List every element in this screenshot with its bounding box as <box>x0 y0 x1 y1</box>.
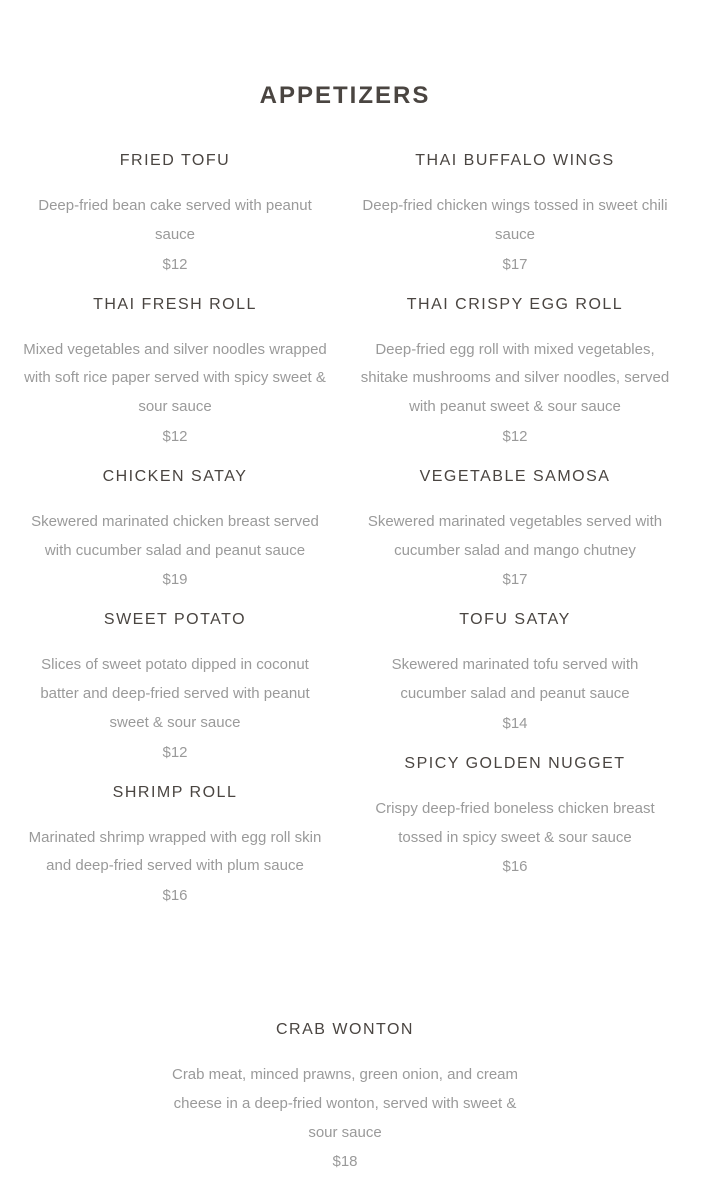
menu-item-price: $18 <box>332 1153 358 1171</box>
menu-item-name: CHICKEN SATAY <box>102 467 248 485</box>
menu-item-name: SWEET POTATO <box>103 611 247 629</box>
menu-item-name: VEGETABLE SAMOSA <box>419 467 611 485</box>
menu-column-left <box>20 150 330 910</box>
menu-item <box>20 150 330 279</box>
menu-item-price: $17 <box>502 255 528 273</box>
menu-item-price: $17 <box>502 571 528 589</box>
menu-item <box>360 294 670 451</box>
menu-item-price: $12 <box>162 743 188 761</box>
menu-item-price: $19 <box>162 571 188 589</box>
menu-item-description: Deep-fried chicken wings tossed in sweet chili sauce <box>362 197 668 243</box>
menu-item-description: Crispy deep-fried boneless chicken breast tossed in spicy sweet & sour sauce <box>375 799 655 846</box>
menu-item-price: $12 <box>502 427 528 445</box>
menu-item-price: $14 <box>502 714 528 732</box>
menu-item-name: SHRIMP ROLL <box>112 783 238 801</box>
menu-item-price: $12 <box>162 427 188 445</box>
menu-item <box>360 609 670 738</box>
menu-item-name: THAI FRESH ROLL <box>93 295 257 313</box>
menu-item-price: $12 <box>162 255 188 273</box>
menu-item-description: Deep-fried egg roll with mixed vegetables, shitake mushrooms and silver noodles, served with peanut sweet & sour sauce <box>360 340 670 415</box>
menu-item-name: SPICY GOLDEN NUGGET <box>404 754 626 772</box>
menu-item-price: $16 <box>162 887 188 904</box>
section-title: APPETIZERS <box>259 82 431 109</box>
menu-item-description: Mixed vegetables and silver noodles wrapped with soft rice paper served with spicy sweet & sour sauce <box>23 340 327 415</box>
menu-item-name: THAI BUFFALO WINGS <box>415 152 615 169</box>
menu-item-name: THAI CRISPY EGG ROLL <box>406 295 624 313</box>
menu-item-price: $16 <box>502 858 528 876</box>
menu-item <box>20 294 330 451</box>
menu-item-description: Deep-fried bean cake served with peanut sauce <box>38 197 312 243</box>
menu-item-description: Marinated shrimp wrapped with egg roll skin and deep-fried served with plum sauce <box>28 828 322 875</box>
menu-item-description: Crab meat, minced prawns, green onion, and cream cheese in a deep-fried wonton, served with sweet & sour sauce <box>171 1066 518 1141</box>
menu-item-name: TOFU SATAY <box>459 611 571 629</box>
menu-item-description: Skewered marinated tofu served with cucumber salad and peanut sauce <box>391 656 639 702</box>
menu-item <box>20 782 330 911</box>
menu-item-description: Skewered marinated vegetables served with cucumber salad and mango chutney <box>367 512 663 559</box>
menu-item <box>360 753 670 882</box>
menu-item <box>360 466 670 595</box>
menu-item <box>20 466 330 595</box>
menu-item <box>360 150 670 279</box>
menu-item-description: Skewered marinated chicken breast served with cucumber salad and peanut sauce <box>31 512 319 559</box>
menu-item <box>20 609 330 766</box>
menu-column-right <box>360 150 670 881</box>
menu-item-featured <box>170 1019 520 1176</box>
menu-item-description: Slices of sweet potato dipped in coconut batter and deep-fried served with peanut sweet & sour sauce <box>40 656 310 731</box>
menu-item-name: CRAB WONTON <box>276 1021 414 1038</box>
menu-item-name: FRIED TOFU <box>119 152 231 169</box>
